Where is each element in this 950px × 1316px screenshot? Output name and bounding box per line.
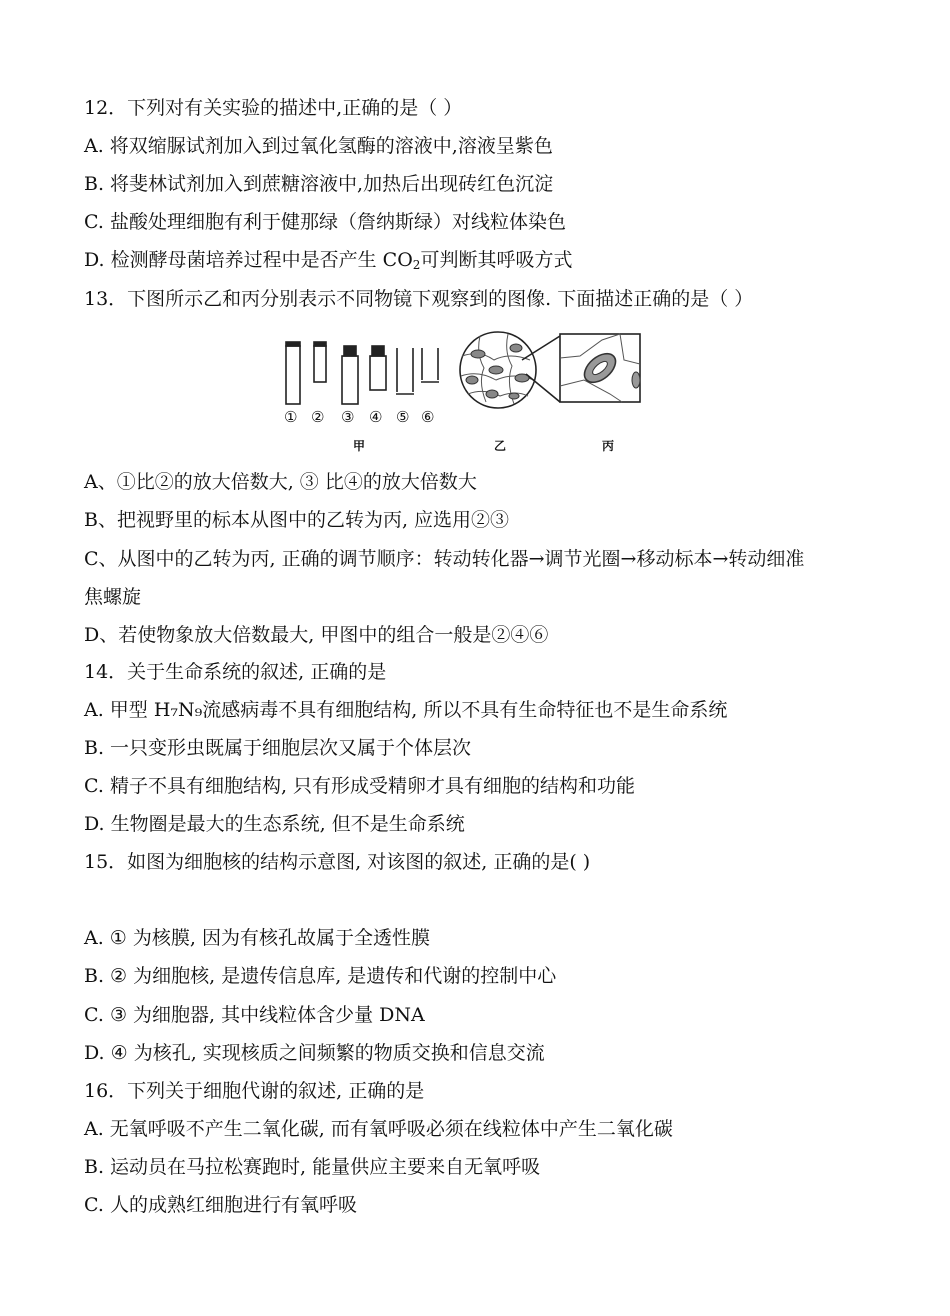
question-13-option-b: B、把视野里的标本从图中的乙转为丙, 应选用②③ bbox=[84, 509, 510, 531]
microscope-figure bbox=[280, 330, 650, 458]
question-15-option-a: A. ① 为核膜, 因为有核孔故属于全透性膜 bbox=[84, 927, 430, 949]
question-13-option-c-cont: 焦螺旋 bbox=[84, 586, 142, 608]
distance-5 bbox=[396, 348, 414, 394]
question-16-option-c: C. 人的成熟红细胞进行有氧呼吸 bbox=[84, 1194, 357, 1216]
eyepiece-2-cap bbox=[314, 342, 326, 346]
question-12-option-a: A. 将双缩脲试剂加入到过氧化氢酶的溶液中,溶液呈紫色 bbox=[84, 135, 553, 157]
question-12-stem: 12．下列对有关实验的描述中,正确的是（ ） bbox=[84, 97, 463, 119]
figure-number-6: ⑥ bbox=[421, 408, 435, 426]
question-15-option-c: C. ③ 为细胞器, 其中线粒体含少量 DNA bbox=[84, 1004, 425, 1026]
option-d-text: D. 检测酵母菌培养过程中是否产生 CO bbox=[84, 249, 413, 271]
objective-4-thread bbox=[372, 346, 384, 356]
question-12-option-b: B. 将斐林试剂加入到蔗糖溶液中,加热后出现砖红色沉淀 bbox=[84, 173, 554, 195]
figure-label-jia: 甲 bbox=[353, 439, 366, 453]
option-d-text-end: 可判断其呼吸方式 bbox=[420, 249, 573, 271]
figure-label-yi: 乙 bbox=[494, 439, 507, 453]
co2-subscript: 2 bbox=[412, 258, 421, 272]
question-14-option-a: A. 甲型 H₇N₉流感病毒不具有细胞结构, 所以不具有生命特征也不是生命系统 bbox=[84, 699, 728, 721]
question-13-stem: 13．下图所示乙和丙分别表示不同物镜下观察到的图像. 下面描述正确的是（ ） bbox=[84, 288, 754, 310]
figure-number-5: ⑤ bbox=[396, 408, 410, 426]
question-12-option-c: C. 盐酸处理细胞有利于健那绿（詹纳斯绿）对线粒体染色 bbox=[84, 211, 566, 233]
figure-number-3: ③ bbox=[341, 408, 355, 426]
question-14-option-d: D. 生物圈是最大的生态系统, 但不是生命系统 bbox=[84, 813, 465, 835]
eyepiece-1 bbox=[286, 346, 300, 404]
question-15-option-b: B. ② 为细胞核, 是遗传信息库, 是遗传和代谢的控制中心 bbox=[84, 965, 557, 987]
question-14-option-b: B. 一只变形虫既属于细胞层次又属于个体层次 bbox=[84, 737, 472, 759]
eyepiece-2 bbox=[314, 346, 326, 382]
question-13-option-a: A、①比②的放大倍数大, ③ 比④的放大倍数大 bbox=[84, 471, 477, 493]
question-14-option-c: C. 精子不具有细胞结构, 只有形成受精卵才具有细胞的结构和功能 bbox=[84, 775, 636, 797]
objective-3-thread bbox=[344, 346, 356, 356]
question-14-stem: 14．关于生命系统的叙述, 正确的是 bbox=[84, 661, 387, 683]
eyepiece-1-cap bbox=[286, 342, 300, 346]
microscope-figure-svg bbox=[280, 330, 650, 458]
figure-number-2: ② bbox=[311, 408, 325, 426]
figure-label-bing: 丙 bbox=[602, 439, 615, 453]
question-15-stem: 15．如图为细胞核的结构示意图, 对该图的叙述, 正确的是( ) bbox=[84, 851, 591, 873]
figure-number-4: ④ bbox=[369, 408, 383, 426]
objective-3 bbox=[342, 356, 358, 404]
figure-number-1: ① bbox=[284, 408, 298, 426]
question-13-option-d: D、若使物象放大倍数最大, 甲图中的组合一般是②④⑥ bbox=[84, 624, 549, 646]
question-13-option-c: C、从图中的乙转为丙, 正确的调节顺序：转动转化器→调节光圈→移动标本→转动细准 bbox=[84, 548, 805, 570]
question-16-stem: 16．下列关于细胞代谢的叙述, 正确的是 bbox=[84, 1080, 425, 1102]
question-15-option-d: D. ④ 为核孔, 实现核质之间频繁的物质交换和信息交流 bbox=[84, 1042, 545, 1064]
distance-6 bbox=[421, 348, 439, 382]
question-12-option-d bbox=[84, 247, 572, 278]
question-16-option-a: A. 无氧呼吸不产生二氧化碳, 而有氧呼吸必须在线粒体中产生二氧化碳 bbox=[84, 1118, 673, 1140]
question-16-option-b: B. 运动员在马拉松赛跑时, 能量供应主要来自无氧呼吸 bbox=[84, 1156, 541, 1178]
objective-4 bbox=[370, 356, 386, 390]
